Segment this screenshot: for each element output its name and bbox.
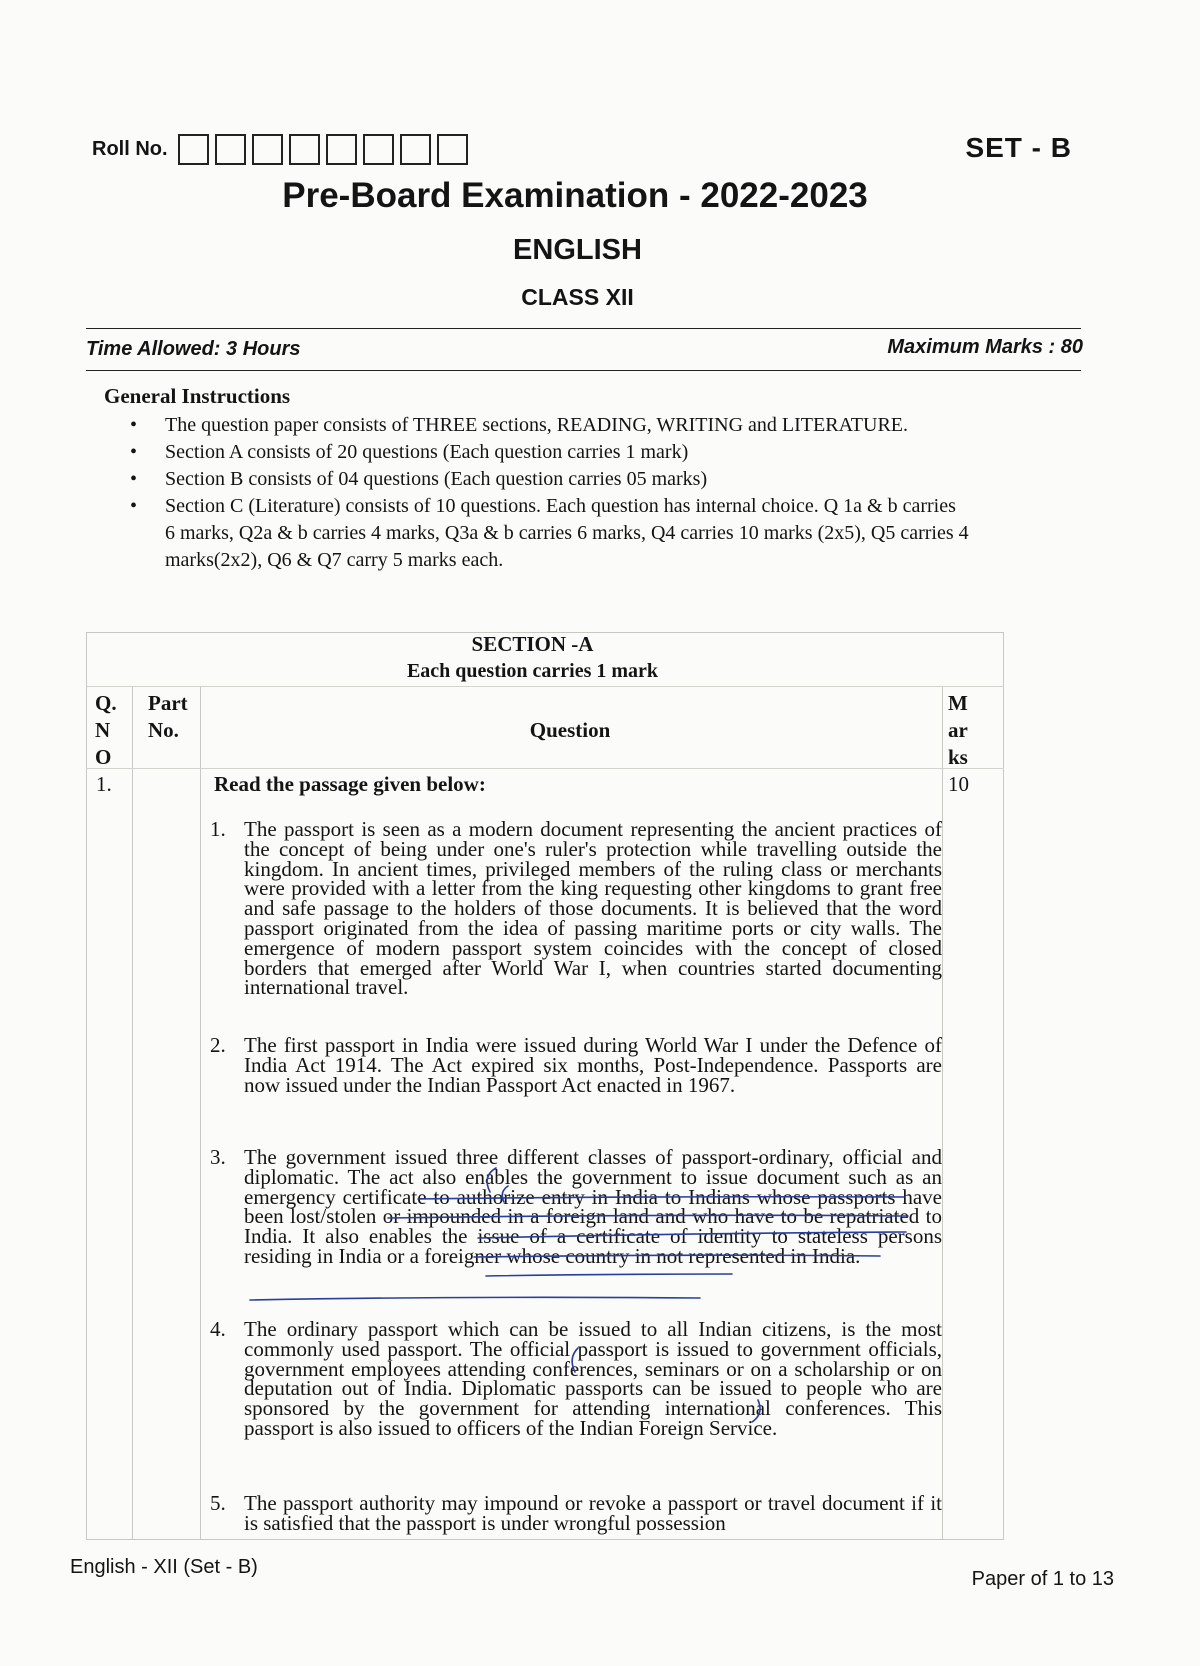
question-heading: Read the passage given below:	[214, 772, 486, 796]
time-allowed: Time Allowed: 3 Hours	[86, 338, 301, 360]
question-marks: 10	[948, 772, 969, 796]
paragraph-number: 3.	[210, 1145, 226, 1169]
column-header-marks: M ar ks	[948, 691, 968, 769]
paragraph-number: 2.	[210, 1033, 226, 1057]
table-column-divider	[942, 686, 943, 1540]
roll-number-box[interactable]	[326, 134, 357, 165]
instructions-list	[130, 412, 970, 574]
table-row-divider	[86, 768, 1004, 769]
paragraph-number: 4.	[210, 1317, 226, 1341]
instruction-item: • Section A consists of 20 questions (Each question carries 1 mark)	[130, 439, 970, 466]
table-column-divider	[200, 686, 201, 1540]
roll-number-box[interactable]	[400, 134, 431, 165]
roll-number-label: Roll No.	[92, 138, 168, 160]
roll-number-boxes[interactable]	[178, 134, 474, 165]
roll-number-box[interactable]	[437, 134, 468, 165]
paragraph-text: The government issued three different classes of passport-ordinary, official and diplomatic. The act also enables the government to issue document such as an emergency certificate to authorize entry in India to Indians whose passports have been lost/stolen or impounded in a foreign land and who have to be repatriated to India. It also enables the issue of a certificate of identity to stateless persons residing in India or a foreigner whose country in not represented in India.	[244, 1145, 942, 1268]
exam-title: Pre-Board Examination - 2022-2023	[282, 176, 868, 215]
paragraph-text: The passport is seen as a modern document representing the ancient practices of the concept of being under one's ruler's protection while travelling outside the kingdom. In ancient times, privileged members of the ruling class or merchants were provided with a letter from the king requesting other kingdoms to grant free and safe passage to the holders of those documents. It is believed that the word passport originated from the idea of passing maritime ports or city walls. The emergence of modern passport system coincides with the concept of closed borders that emerged after World War I, when countries started documenting international travel.	[244, 817, 942, 1000]
roll-number-box[interactable]	[252, 134, 283, 165]
subject-title: ENGLISH	[513, 234, 642, 266]
set-label: SET - B	[965, 132, 1072, 163]
column-header-qno: Q. N O	[95, 691, 117, 769]
passage-paragraph	[210, 817, 942, 1000]
roll-number-box[interactable]	[178, 134, 209, 165]
header-divider-top	[86, 328, 1081, 329]
passage-paragraph	[210, 1317, 942, 1440]
roll-number-box[interactable]	[289, 134, 320, 165]
paragraph-text: The first passport in India were issued during World War I under the Defence of India Act 1914. The Act expired six months, Post-Independence. Passports are now issued under the Indian Passport Act enacted in 1967.	[244, 1033, 942, 1097]
class-label: CLASS XII	[521, 284, 634, 310]
paragraph-number: 1.	[210, 817, 226, 841]
instructions-heading: General Instructions	[104, 384, 291, 408]
column-header-part: Part No.	[148, 691, 188, 742]
instruction-item: • Section C (Literature) consists of 10 questions. Each question has internal choice. Q 1a & b carries 6 marks, Q2a & b carries 4 marks, Q3a & b carries 6 marks, Q4 carries 10 marks (2x5), Q5 carries 4 marks(2x2), Q6 & Q7 carry 5 marks each.	[130, 493, 970, 574]
column-header-question: Question	[529, 718, 611, 742]
maximum-marks: Maximum Marks : 80	[887, 336, 1083, 358]
header-divider-bottom	[86, 370, 1081, 371]
passage-paragraph	[210, 1491, 942, 1535]
table-row-divider	[86, 686, 1004, 687]
roll-number-box[interactable]	[363, 134, 394, 165]
roll-number-box[interactable]	[215, 134, 246, 165]
paragraph-number: 5.	[210, 1491, 226, 1515]
footer-page-count: Paper of 1 to 13	[971, 1568, 1114, 1590]
table-column-divider	[132, 686, 133, 1540]
footer-paper-code: English - XII (Set - B)	[70, 1556, 258, 1578]
instruction-item: • Section B consists of 04 questions (Each question carries 05 marks)	[130, 466, 970, 493]
passage-paragraph	[210, 1033, 942, 1097]
passage-paragraph	[210, 1145, 942, 1268]
roll-number-field[interactable]	[92, 134, 474, 165]
section-title: SECTION -A	[471, 632, 594, 656]
section-subtitle: Each question carries 1 mark	[406, 660, 659, 682]
paragraph-text: The ordinary passport which can be issued to all Indian citizens, is the most commonly used passport. The official passport is issued to government officials, government employees attending conferences, seminars or on a scholarship or on deputation out of India. Diplomatic passports can be issued to people who are sponsored by the government for attending international conferences. This passport is also issued to officers of the Indian Foreign Service.	[244, 1317, 942, 1440]
paragraph-text: The passport authority may impound or revoke a passport or travel document if it is satisfied that the passport is under wrongful possession	[244, 1491, 942, 1535]
instruction-item: • The question paper consists of THREE sections, READING, WRITING and LITERATURE.	[130, 412, 970, 439]
question-number: 1.	[96, 772, 112, 796]
